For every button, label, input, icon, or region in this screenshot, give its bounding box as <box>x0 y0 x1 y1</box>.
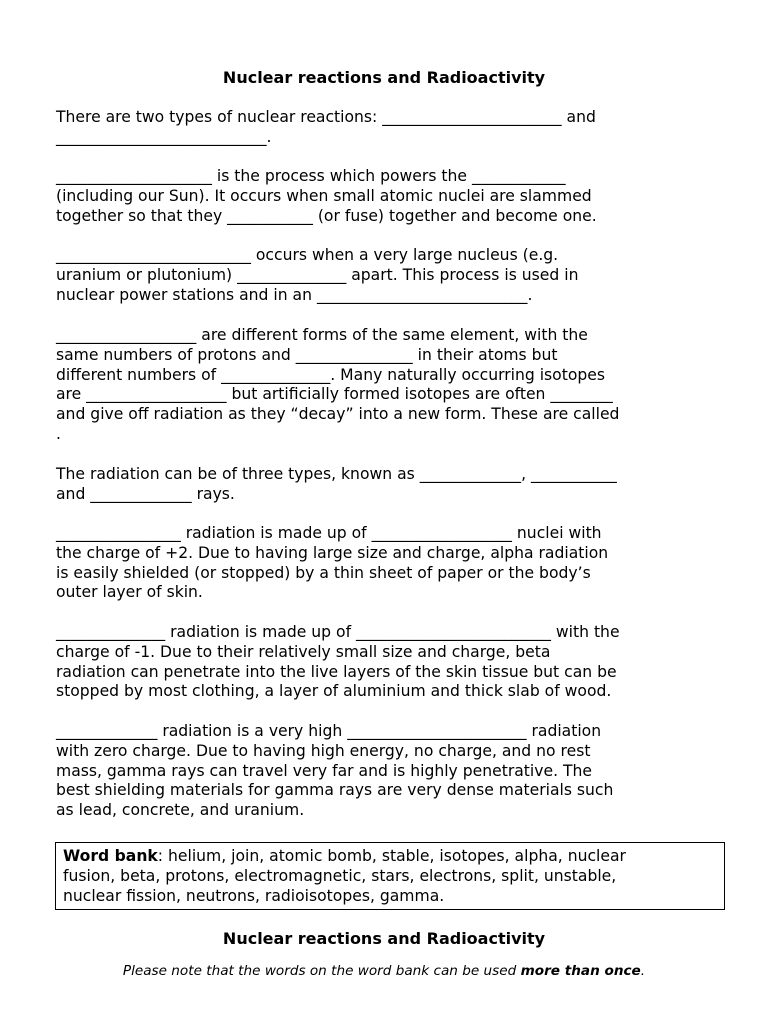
text-line: the charge of +2. Due to having large size and charge, alpha radiation <box>56 543 609 562</box>
word-bank-line: fusion, beta, protons, electromagnetic, stars, electrons, split, unstable, <box>63 866 617 885</box>
word-bank-line: nuclear fission, neutrons, radioisotopes, gamma. <box>63 886 445 905</box>
text-line: __________________ are different forms of the same element, with the <box>56 326 588 344</box>
text-line: and give off radiation as they “decay” into a new form. These are called <box>56 405 620 424</box>
text-line: . <box>56 424 61 443</box>
word-bank-box <box>55 842 725 910</box>
text-line: different numbers of ______________. Many naturally occurring isotopes <box>56 365 605 384</box>
text-line: radiation can penetrate into the live layers of the skin tissue but can be <box>56 662 617 681</box>
text-line: _____________ radiation is a very high _______________________ radiation <box>56 722 602 740</box>
text-line: ________________ radiation is made up of __________________ nuclei with <box>56 524 602 542</box>
text-line: are __________________ but artificially formed isotopes are often ________ <box>56 385 613 404</box>
text-line: is easily shielded (or stopped) by a thin sheet of paper or the body’s <box>56 563 591 582</box>
text-line: best shielding materials for gamma rays are very dense materials such <box>56 781 614 800</box>
note-suffix: . <box>640 963 646 979</box>
text-line: ___________________________. <box>56 127 272 146</box>
text-line: ____________________ is the process which powers the ____________ <box>56 167 566 185</box>
word-bank-line <box>63 847 724 867</box>
second-page-title: Nuclear reactions and Radioactivity <box>222 929 546 948</box>
word-bank-note <box>0 962 768 980</box>
text-line: There are two types of nuclear reactions: _______________________ and <box>56 108 596 126</box>
paragraph-fission <box>56 246 716 305</box>
text-line: stopped by most clothing, a layer of aluminium and thick slab of wood. <box>56 682 612 701</box>
paragraph-beta <box>56 623 716 702</box>
paragraph-radiation-types <box>56 465 716 505</box>
paragraph-gamma <box>56 722 716 821</box>
text-line: The radiation can be of three types, known as _____________, ___________ <box>56 465 617 483</box>
paragraph-reaction-types <box>56 108 716 148</box>
text-line: nuclear power stations and in an ___________________________. <box>56 285 533 304</box>
paragraph-isotopes <box>56 326 716 445</box>
note-prefix: Please note that the words on the word bank can be used <box>122 963 521 979</box>
word-bank-words: : helium, join, atomic bomb, stable, isotopes, alpha, nuclear <box>157 847 626 865</box>
paragraph-fusion <box>56 167 716 226</box>
text-line: charge of -1. Due to their relatively small size and charge, beta <box>56 642 551 661</box>
text-line: ______________ radiation is made up of _________________________ with the <box>56 623 620 641</box>
note-emphasis: more than once <box>520 963 641 979</box>
text-line: mass, gamma rays can travel very far and is highly penetrative. The <box>56 761 592 780</box>
text-line: uranium or plutonium) ______________ apart. This process is used in <box>56 265 579 284</box>
text-line: outer layer of skin. <box>56 583 203 602</box>
text-line: (including our Sun). It occurs when small atomic nuclei are slammed <box>56 186 592 205</box>
text-line: as lead, concrete, and uranium. <box>56 801 305 820</box>
text-line: _________________________ occurs when a very large nucleus (e.g. <box>56 246 559 264</box>
page-title: Nuclear reactions and Radioactivity <box>222 68 546 87</box>
word-bank-label: Word bank <box>63 847 158 865</box>
text-line: together so that they ___________ (or fuse) together and become one. <box>56 206 597 225</box>
paragraph-alpha <box>56 524 716 603</box>
text-line: and _____________ rays. <box>56 484 235 503</box>
text-line: with zero charge. Due to having high energy, no charge, and no rest <box>56 741 591 760</box>
text-line: same numbers of protons and _______________ in their atoms but <box>56 345 558 364</box>
